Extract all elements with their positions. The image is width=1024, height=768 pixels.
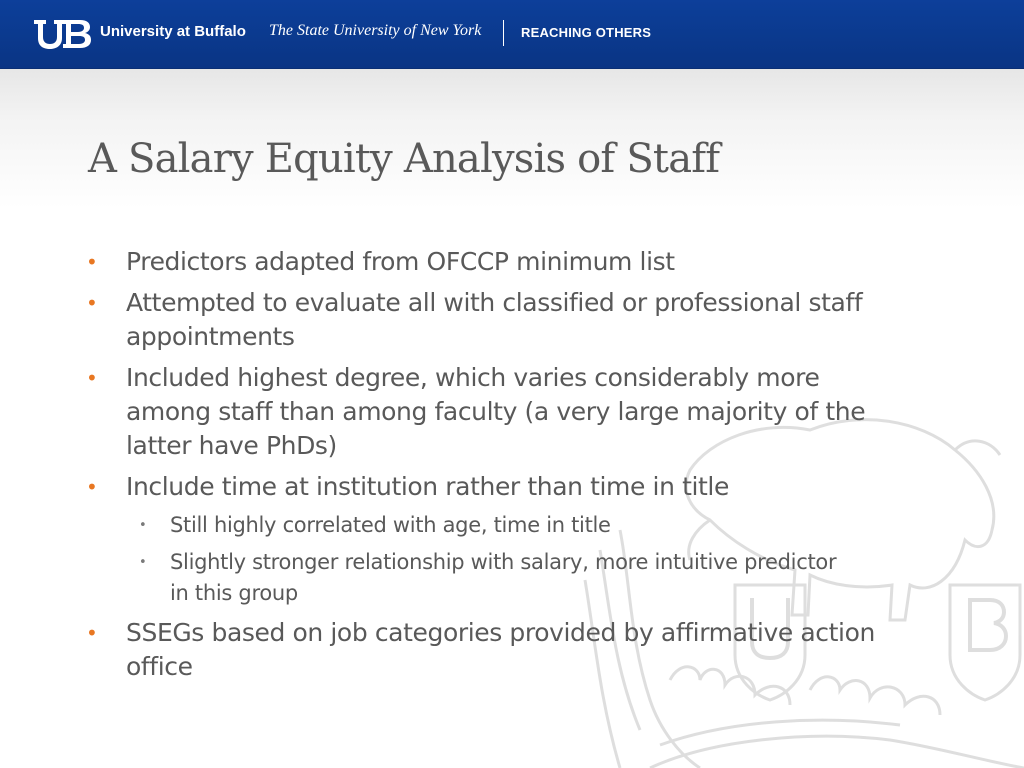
bullet-marker: • [86,475,98,499]
university-name: University at Buffalo [100,23,246,40]
subbullet-marker: • [139,555,147,570]
subbullet-line: Slightly stronger relationship with salary, more intuitive predictor [170,550,837,574]
suny-name: The State University of New York [269,22,482,39]
bullet-line: Attempted to evaluate all with classified or professional staff [126,288,863,317]
subbullet-item [170,547,940,609]
bullet-marker: • [86,621,98,645]
bullet-line: Include time at institution rather than time in title [126,472,729,501]
bullet-item [126,361,926,463]
bullet-item [126,616,926,684]
subbullet-line: Still highly correlated with age, time in title [170,513,611,537]
bullet-line: latter have PhDs) [126,431,337,460]
bullet-line: Included highest degree, which varies considerably more [126,363,820,392]
bullet-line: appointments [126,322,295,351]
bullet-item [126,245,926,279]
bullet-marker: • [86,291,98,315]
bullet-line: office [126,652,193,681]
bullet-marker: • [86,366,98,390]
subbullet-marker: • [139,518,147,533]
subbullet-item [170,510,940,541]
header-tagline: REACHING OTHERS [521,25,652,40]
bullet-marker: • [86,250,98,274]
bullet-item [126,470,926,504]
subbullet-line: in this group [170,581,298,605]
bullet-item [126,286,926,354]
bullet-line: among staff than among faculty (a very large majority of the [126,397,866,426]
bullet-line: SSEGs based on job categories provided by affirmative action [126,618,875,647]
slide-title: A Salary Equity Analysis of Staff [88,136,720,182]
bullet-line: Predictors adapted from OFCCP minimum list [126,247,675,276]
